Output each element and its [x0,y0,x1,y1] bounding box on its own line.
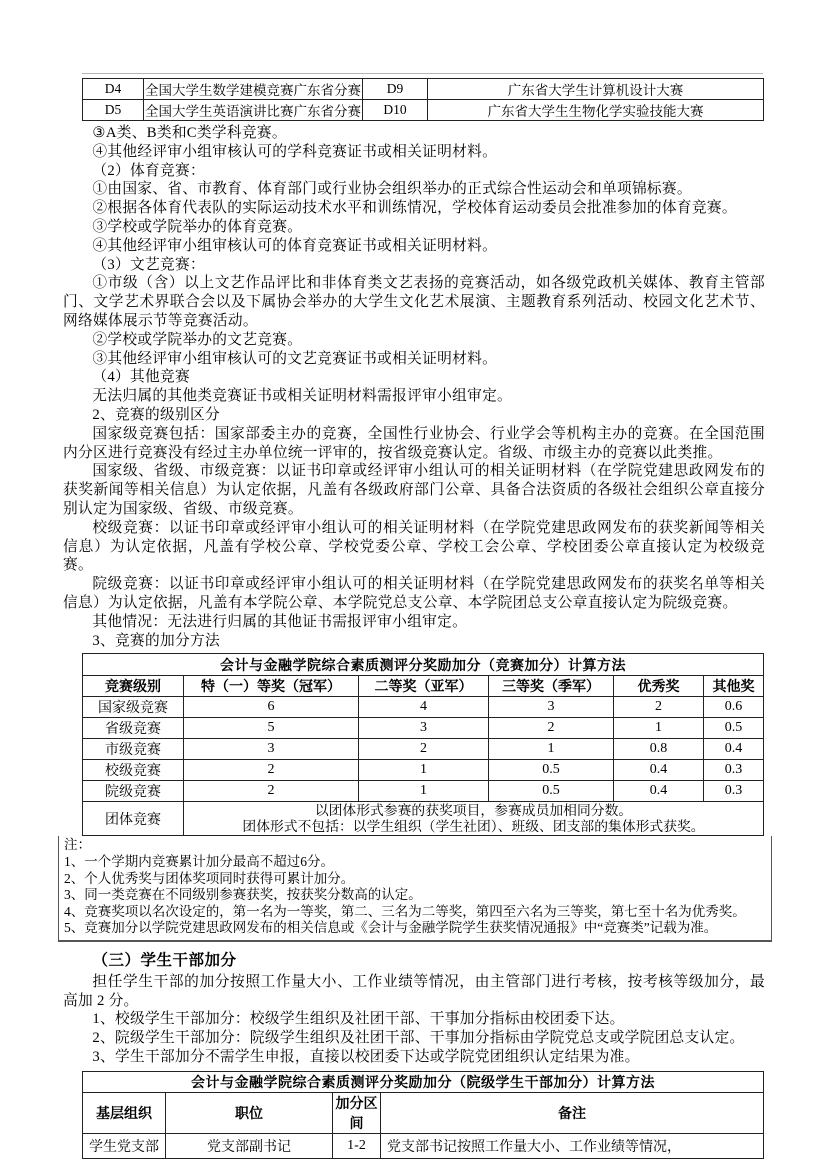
note-item: 4、竞赛奖项以名次设定的，第一名为一等奖，第二、三名为二等奖，第四至六名为三等奖，第七至十名为优秀奖。 [64,903,746,919]
score-cell: 0.6 [704,697,764,718]
competition-score-table [82,653,764,836]
group-rule-line: 团体形式不包括：以学生组织（学生社团）、班级、团支部的集体形式获奖。 [242,818,705,834]
column-header: 竞赛级别 [83,676,184,697]
score-cell: 0.5 [489,781,614,802]
score-cell: 0.4 [614,760,704,781]
paragraph: 校级竞赛：以证书印章或经评审小组认可的相关证明材料（在学院党建思政网发布的获奖新闻等相关信息）为认定依据，凡盖有学校公章、学校党委公章、学校工会公章、学校团委公章直接认定为校级竞赛。 [63,519,765,574]
level-cell: 院级竞赛 [83,781,184,802]
score-cell: 0.5 [704,718,764,739]
paragraph: ③A类、B类和C类学科竞赛。 [92,125,287,141]
position-cell: 党支部副书记 [166,1133,333,1158]
note-item: 3、同一类竞赛在不同级别参赛获奖，按获奖分数高的认定。 [64,887,422,903]
competition-name-cell: 广东省大学生生物化学实验技能大赛 [428,100,764,121]
column-header: 职位 [166,1092,333,1133]
paragraph: 3、学生干部加分不需学生申报，直接以校团委下达或学院党团组织认定结果为准。 [92,1049,640,1066]
paragraph: 无法归属的其他类竞赛证书或相关证明材料需报评审小组审定。 [92,388,513,405]
level-cell: 市级竞赛 [83,739,184,760]
page-break-artifact-line [82,73,763,74]
score-cell: 1 [359,760,489,781]
paragraph: 2、院级学生干部加分：院级学生组织及社团干部、干事加分指标由学院党总支或学院团总支认定。 [92,1030,745,1047]
note-item: 2、个人优秀奖与团体奖项同时获得可累计加分。 [64,870,355,886]
body-text-block [63,124,765,650]
score-cell: 0.4 [704,739,764,760]
paragraph: （4）其他竞赛 [92,369,190,386]
score-cell: 0.5 [489,760,614,781]
table-row [83,697,764,718]
table-row [83,100,764,121]
column-header: 优秀奖 [614,676,704,697]
table-row [83,760,764,781]
table-header-row [83,1092,764,1133]
competition-name-cell: 全国大学生英语演讲比赛广东省分赛 [144,100,363,121]
column-header: 二等奖（亚军） [359,676,489,697]
paragraph: 2、竞赛的级别区分 [92,406,220,423]
range-cell: 1-2 [333,1133,381,1158]
section-heading: （三）学生干部加分 [92,951,237,969]
level-cell: 团体竞赛 [83,802,184,836]
code-cell: D4 [83,79,144,100]
table-title: 会计与金融学院综合素质测评分奖励加分（竞赛加分）计算方法 [83,654,764,676]
competition-name-cell: 全国大学生数学建模竞赛广东省分赛 [144,79,363,100]
paragraph: 其他情况：无法进行归属的其他证书需报评审小组审定。 [92,613,468,630]
table-row [83,1133,764,1158]
score-cell: 3 [489,697,614,718]
paragraph: ③其他经评审小组审核认可的文艺竞赛证书或相关证明材料。 [92,350,498,367]
paragraph: 院级竞赛：以证书印章或经评审小组认可的相关证明材料（在学院党建思政网发布的获奖名单等相关信息）为认定依据，凡盖有本学院公章、本学院党总支公章、本学院团总支公章直接认定为院级竞赛。 [63,576,765,611]
organization-cell: 学生党支部 [83,1133,166,1158]
score-cell: 0.4 [614,781,704,802]
group-rule-line: 以团体形式参赛的获奖项目，参赛成员加相同分数。 [314,803,633,819]
paragraph: ④其他经评审小组审核认可的体育竞赛证书或相关证明材料。 [92,237,498,254]
level-cell: 国家级竞赛 [83,697,184,718]
code-cell: D10 [363,100,428,121]
column-header: 三等奖（季军） [489,676,614,697]
paragraph: ②根据各体育代表队的实际运动技术水平和训练情况，学校体育运动委员会批准参加的体育竞赛。 [92,200,737,217]
column-header: 基层组织 [83,1092,166,1133]
paragraph: ④其他经评审小组审核认可的学科竞赛证书或相关证明材料。 [92,143,498,160]
score-cell: 2 [184,760,359,781]
paragraph: （2）体育竞赛： [92,162,205,179]
table-title-row [83,1071,764,1092]
score-cell: 4 [359,697,489,718]
table-group-row [83,802,764,836]
group-rule-cell [184,802,764,836]
score-cell: 1 [614,718,704,739]
column-header: 加分区间 [333,1092,381,1133]
paragraph: ③学校或学院举办的体育竞赛。 [92,218,303,235]
paragraph: 1、校级学生干部加分：校级学生组织及社团干部、干事加分指标由校团委下达。 [92,1011,625,1028]
code-cell: D5 [83,100,144,121]
note-item: 5、竞赛加分以学院党建思政网发布的相关信息或《会计与金融学院学生获奖情况通报》中“竞赛类”记载为准。 [64,920,718,936]
competition-name-cell: 广东省大学生计算机设计大赛 [428,79,764,100]
score-cell: 3 [184,739,359,760]
table-title: 会计与金融学院综合素质测评分奖励加分（院级学生干部加分）计算方法 [83,1071,764,1092]
notes-label: 注： [64,837,91,853]
competition-code-table [82,78,764,121]
score-cell: 3 [359,718,489,739]
score-cell: 0.3 [704,760,764,781]
notes-box [58,836,772,942]
column-header: 特（一）等奖（冠军） [184,676,359,697]
table-row [83,79,764,100]
cadre-text-block [63,973,765,1067]
remark-cell: 党支部书记按照工作量大小、工作业绩等情况， [381,1133,764,1158]
score-cell: 2 [359,739,489,760]
score-cell: 1 [489,739,614,760]
score-cell: 5 [184,718,359,739]
score-cell: 2 [614,697,704,718]
score-cell: 2 [489,718,614,739]
table-row [83,781,764,802]
table-header-row [83,676,764,697]
table-title-row [83,654,764,676]
table-row [83,739,764,760]
score-cell: 0.8 [614,739,704,760]
code-cell: D9 [363,79,428,100]
paragraph: ①由国家、省、市教育、体育部门或行业协会组织举办的正式综合性运动会和单项锦标赛。 [92,181,692,198]
paragraph: ①市级（含）以上文艺作品评比和非体育类文艺表扬的竞赛活动，如各级党政机关媒体、教育主管部门、文学艺术界联合会以及下属协会举办的大学生文化艺术展演、主题教育系列活动、校园文化艺术节、网络媒体展示节等竞赛活动。 [63,275,765,329]
level-cell: 省级竞赛 [83,718,184,739]
paragraph: ②学校或学院举办的文艺竞赛。 [92,331,303,348]
score-cell: 2 [184,781,359,802]
score-cell: 0.3 [704,781,764,802]
score-cell: 6 [184,697,359,718]
paragraph: （3）文艺竞赛： [92,256,205,273]
cadre-score-table [82,1071,764,1159]
note-item: 1、一个学期内竞赛累计加分最高不超过6分。 [64,853,334,869]
paragraph: 国家级竞赛包括：国家部委主办的竞赛，全国性行业协会、行业学会等机构主办的竞赛。在全国范围内分区进行竞赛没有经过主办单位统一评审的，按省级竞赛认定。省级、市级主办的竞赛以此类推。 [63,425,765,461]
column-header: 其他奖 [704,676,764,697]
paragraph: 担任学生干部的加分按照工作量大小、工作业绩等情况，由主管部门进行考核，按考核等级加分，最高加 2 分。 [63,973,765,1009]
level-cell: 校级竞赛 [83,760,184,781]
score-cell: 1 [359,781,489,802]
table-row [83,718,764,739]
paragraph: 3、竞赛的加分方法 [92,632,220,649]
paragraph: 国家级、省级、市级竞赛：以证书印章或经评审小组认可的相关证明材料（在学院党建思政网发布的获奖新闻等相关信息）为认定依据，凡盖有各级政府部门公章、具备合法资质的各级社会组织公章直接分别认定为国家级、省级、市级竞赛。 [63,463,765,517]
column-header: 备注 [381,1092,764,1133]
